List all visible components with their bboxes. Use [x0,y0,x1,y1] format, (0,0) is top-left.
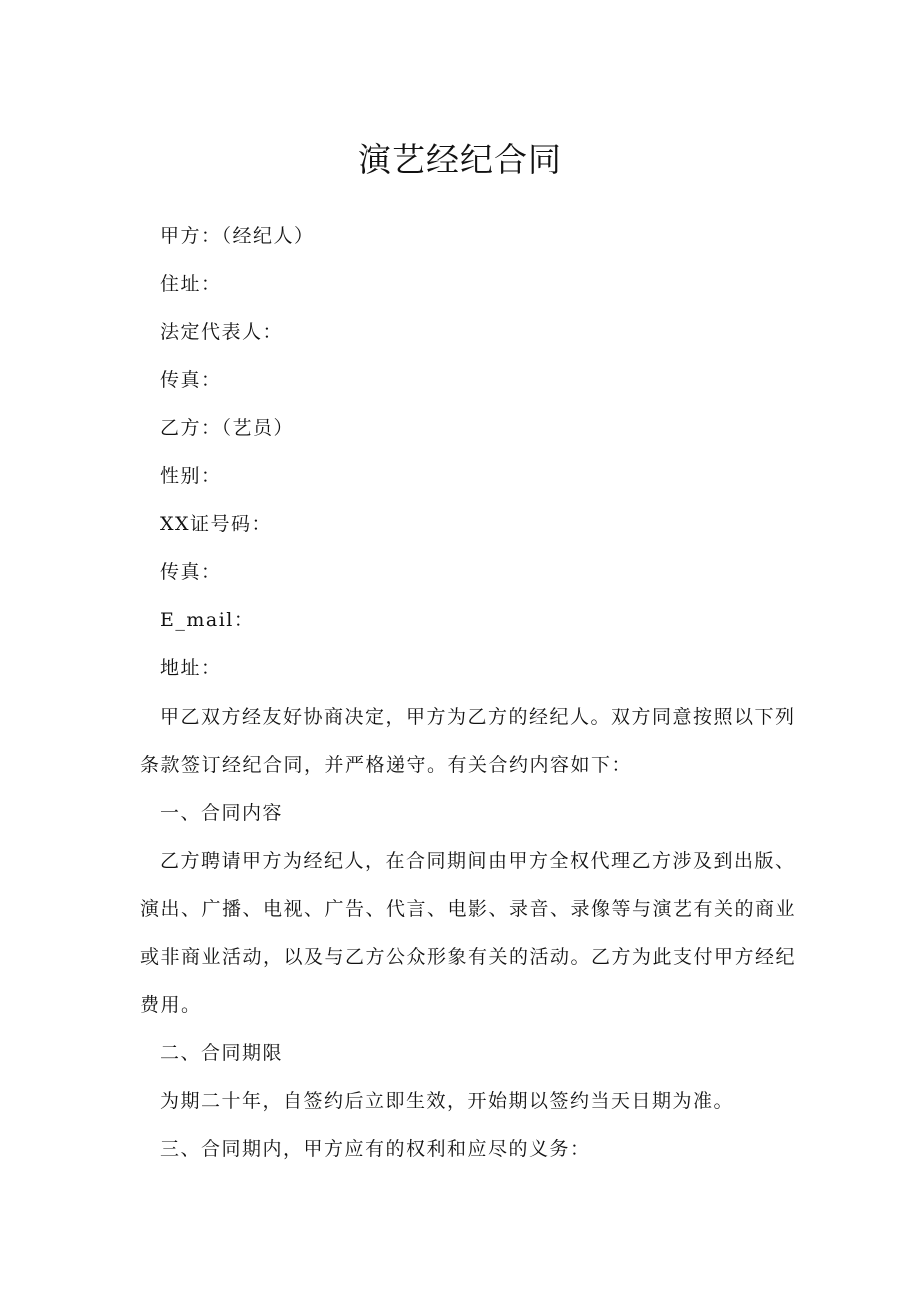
intro-paragraph-line-2: 条款签订经纪合同，并严格递守。有关合约内容如下： [140,754,633,776]
section-2-line-1: 为期二十年，自签约后立即生效，开始期以签约当天日期为准。 [160,1090,735,1112]
section-1-line-3: 或非商业活动，以及与乙方公众形象有关的活动。乙方为此支付甲方经纪 [140,946,797,968]
document-title: 演艺经纪合同 [358,140,562,179]
gender-label: 性别： [160,465,222,487]
email-label: E_mail： [160,609,255,631]
section-1-heading: 一、合同内容 [160,802,284,824]
legal-rep-label: 法定代表人： [160,321,284,343]
section-1-line-2: 演出、广播、电视、广告、代言、电影、录音、录像等与演艺有关的商业 [140,898,797,920]
party-a-label: 甲方：（经纪人） [160,225,315,247]
intro-paragraph-line-1: 甲乙双方经友好协商决定，甲方为乙方的经纪人。双方同意按照以下列 [160,706,796,728]
section-3-heading: 三、合同期内，甲方应有的权利和应尽的义务： [160,1138,591,1160]
address-b-label: 地址： [160,657,222,679]
section-2-heading: 二、合同期限 [160,1042,284,1064]
section-1-line-4: 费用。 [140,994,202,1016]
section-1-line-1: 乙方聘请甲方为经纪人，在合同期间由甲方全权代理乙方涉及到出版、 [160,850,796,872]
id-number-label: XX证号码： [160,513,273,535]
fax-b-label: 传真： [160,561,222,583]
fax-a-label: 传真： [160,369,222,391]
address-a-label: 住址： [160,273,222,295]
party-b-label: 乙方：（艺员） [160,417,295,439]
